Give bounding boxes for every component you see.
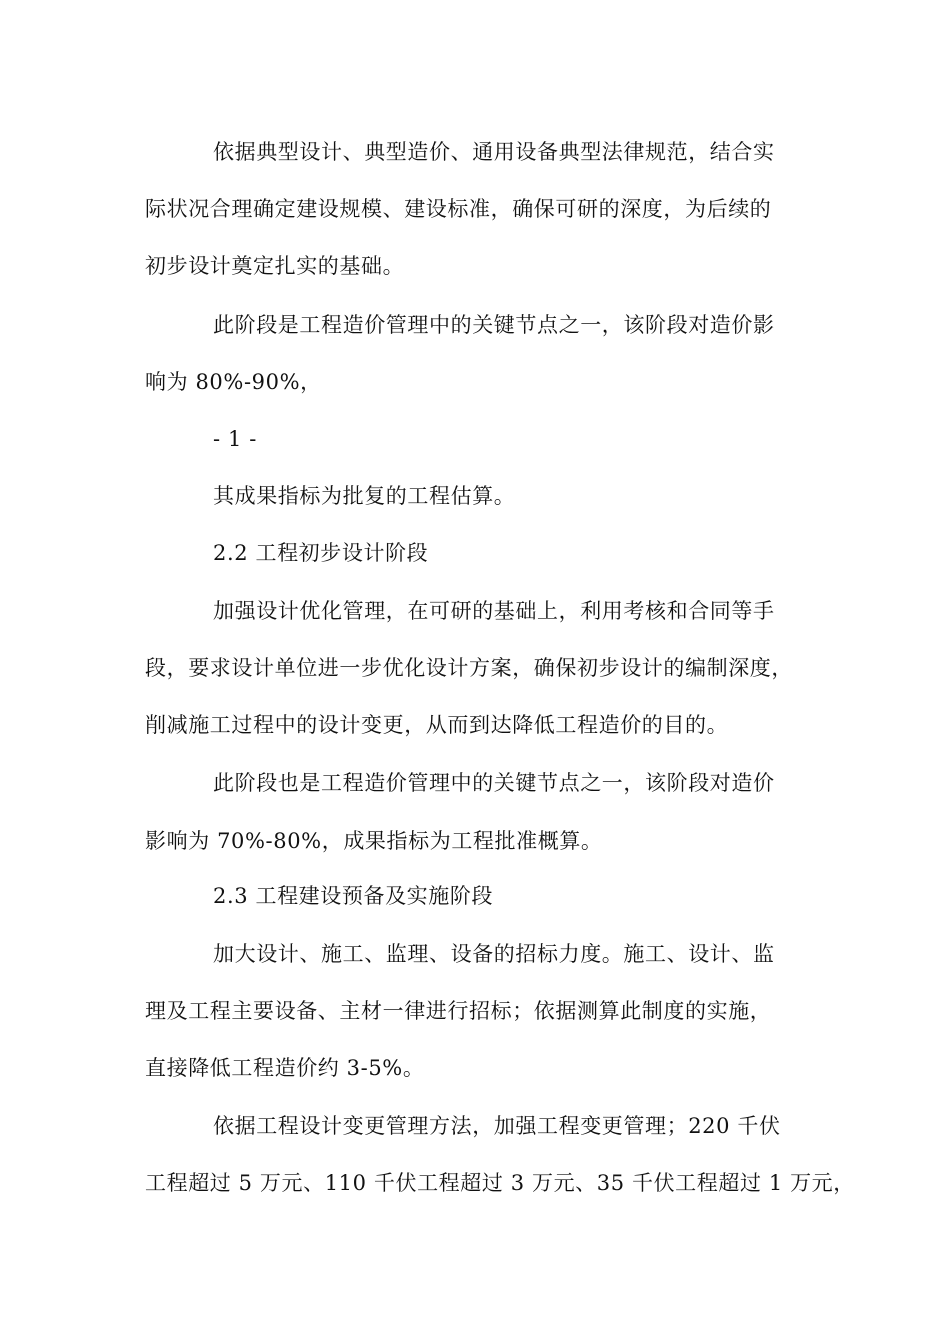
section-heading-2-2: 2.2 工程初步设计阶段 — [213, 541, 429, 565]
paragraph-6-line-2: 理及工程主要设备、主材一律进行招标；依据测算此制度的实施， — [145, 999, 772, 1023]
paragraph-1-line-1: 依据典型设计、典型造价、通用设备典型法律规范，结合实 — [213, 140, 775, 164]
page-number: - 1 - — [213, 427, 257, 451]
paragraph-4-line-3: 削减施工过程中的设计变更，从而到达降低工程造价的目的。 — [145, 713, 729, 737]
paragraph-5-line-1: 此阶段也是工程造价管理中的关键节点之一，该阶段对造价 — [213, 771, 775, 795]
paragraph-3-line-1: 其成果指标为批复的工程估算。 — [213, 484, 516, 508]
paragraph-2-line-2: 响为 80%-90%， — [145, 370, 322, 394]
section-heading-2-3: 2.3 工程建设预备及实施阶段 — [213, 884, 494, 908]
paragraph-7-line-1: 依据工程设计变更管理方法，加强工程变更管理；220 千伏 — [213, 1114, 781, 1138]
paragraph-2-line-1: 此阶段是工程造价管理中的关键节点之一，该阶段对造价影 — [213, 313, 775, 337]
paragraph-6-line-3: 直接降低工程造价约 3-5%。 — [145, 1056, 425, 1080]
paragraph-7-line-2: 工程超过 5 万元、110 千伏工程超过 3 万元、35 千伏工程超过 1 万元， — [145, 1171, 855, 1195]
paragraph-4-line-2: 段，要求设计单位进一步优化设计方案，确保初步设计的编制深度， — [145, 656, 793, 680]
paragraph-1-line-2: 际状况合理确定建设规模、建设标准，确保可研的深度，为后续的 — [145, 197, 772, 221]
paragraph-5-line-2: 影响为 70%-80%，成果指标为工程批准概算。 — [145, 829, 603, 853]
paragraph-6-line-1: 加大设计、施工、监理、设备的招标力度。施工、设计、监 — [213, 942, 775, 966]
paragraph-4-line-1: 加强设计优化管理，在可研的基础上，利用考核和合同等手 — [213, 599, 775, 623]
paragraph-1-line-3: 初步设计奠定扎实的基础。 — [145, 254, 405, 278]
